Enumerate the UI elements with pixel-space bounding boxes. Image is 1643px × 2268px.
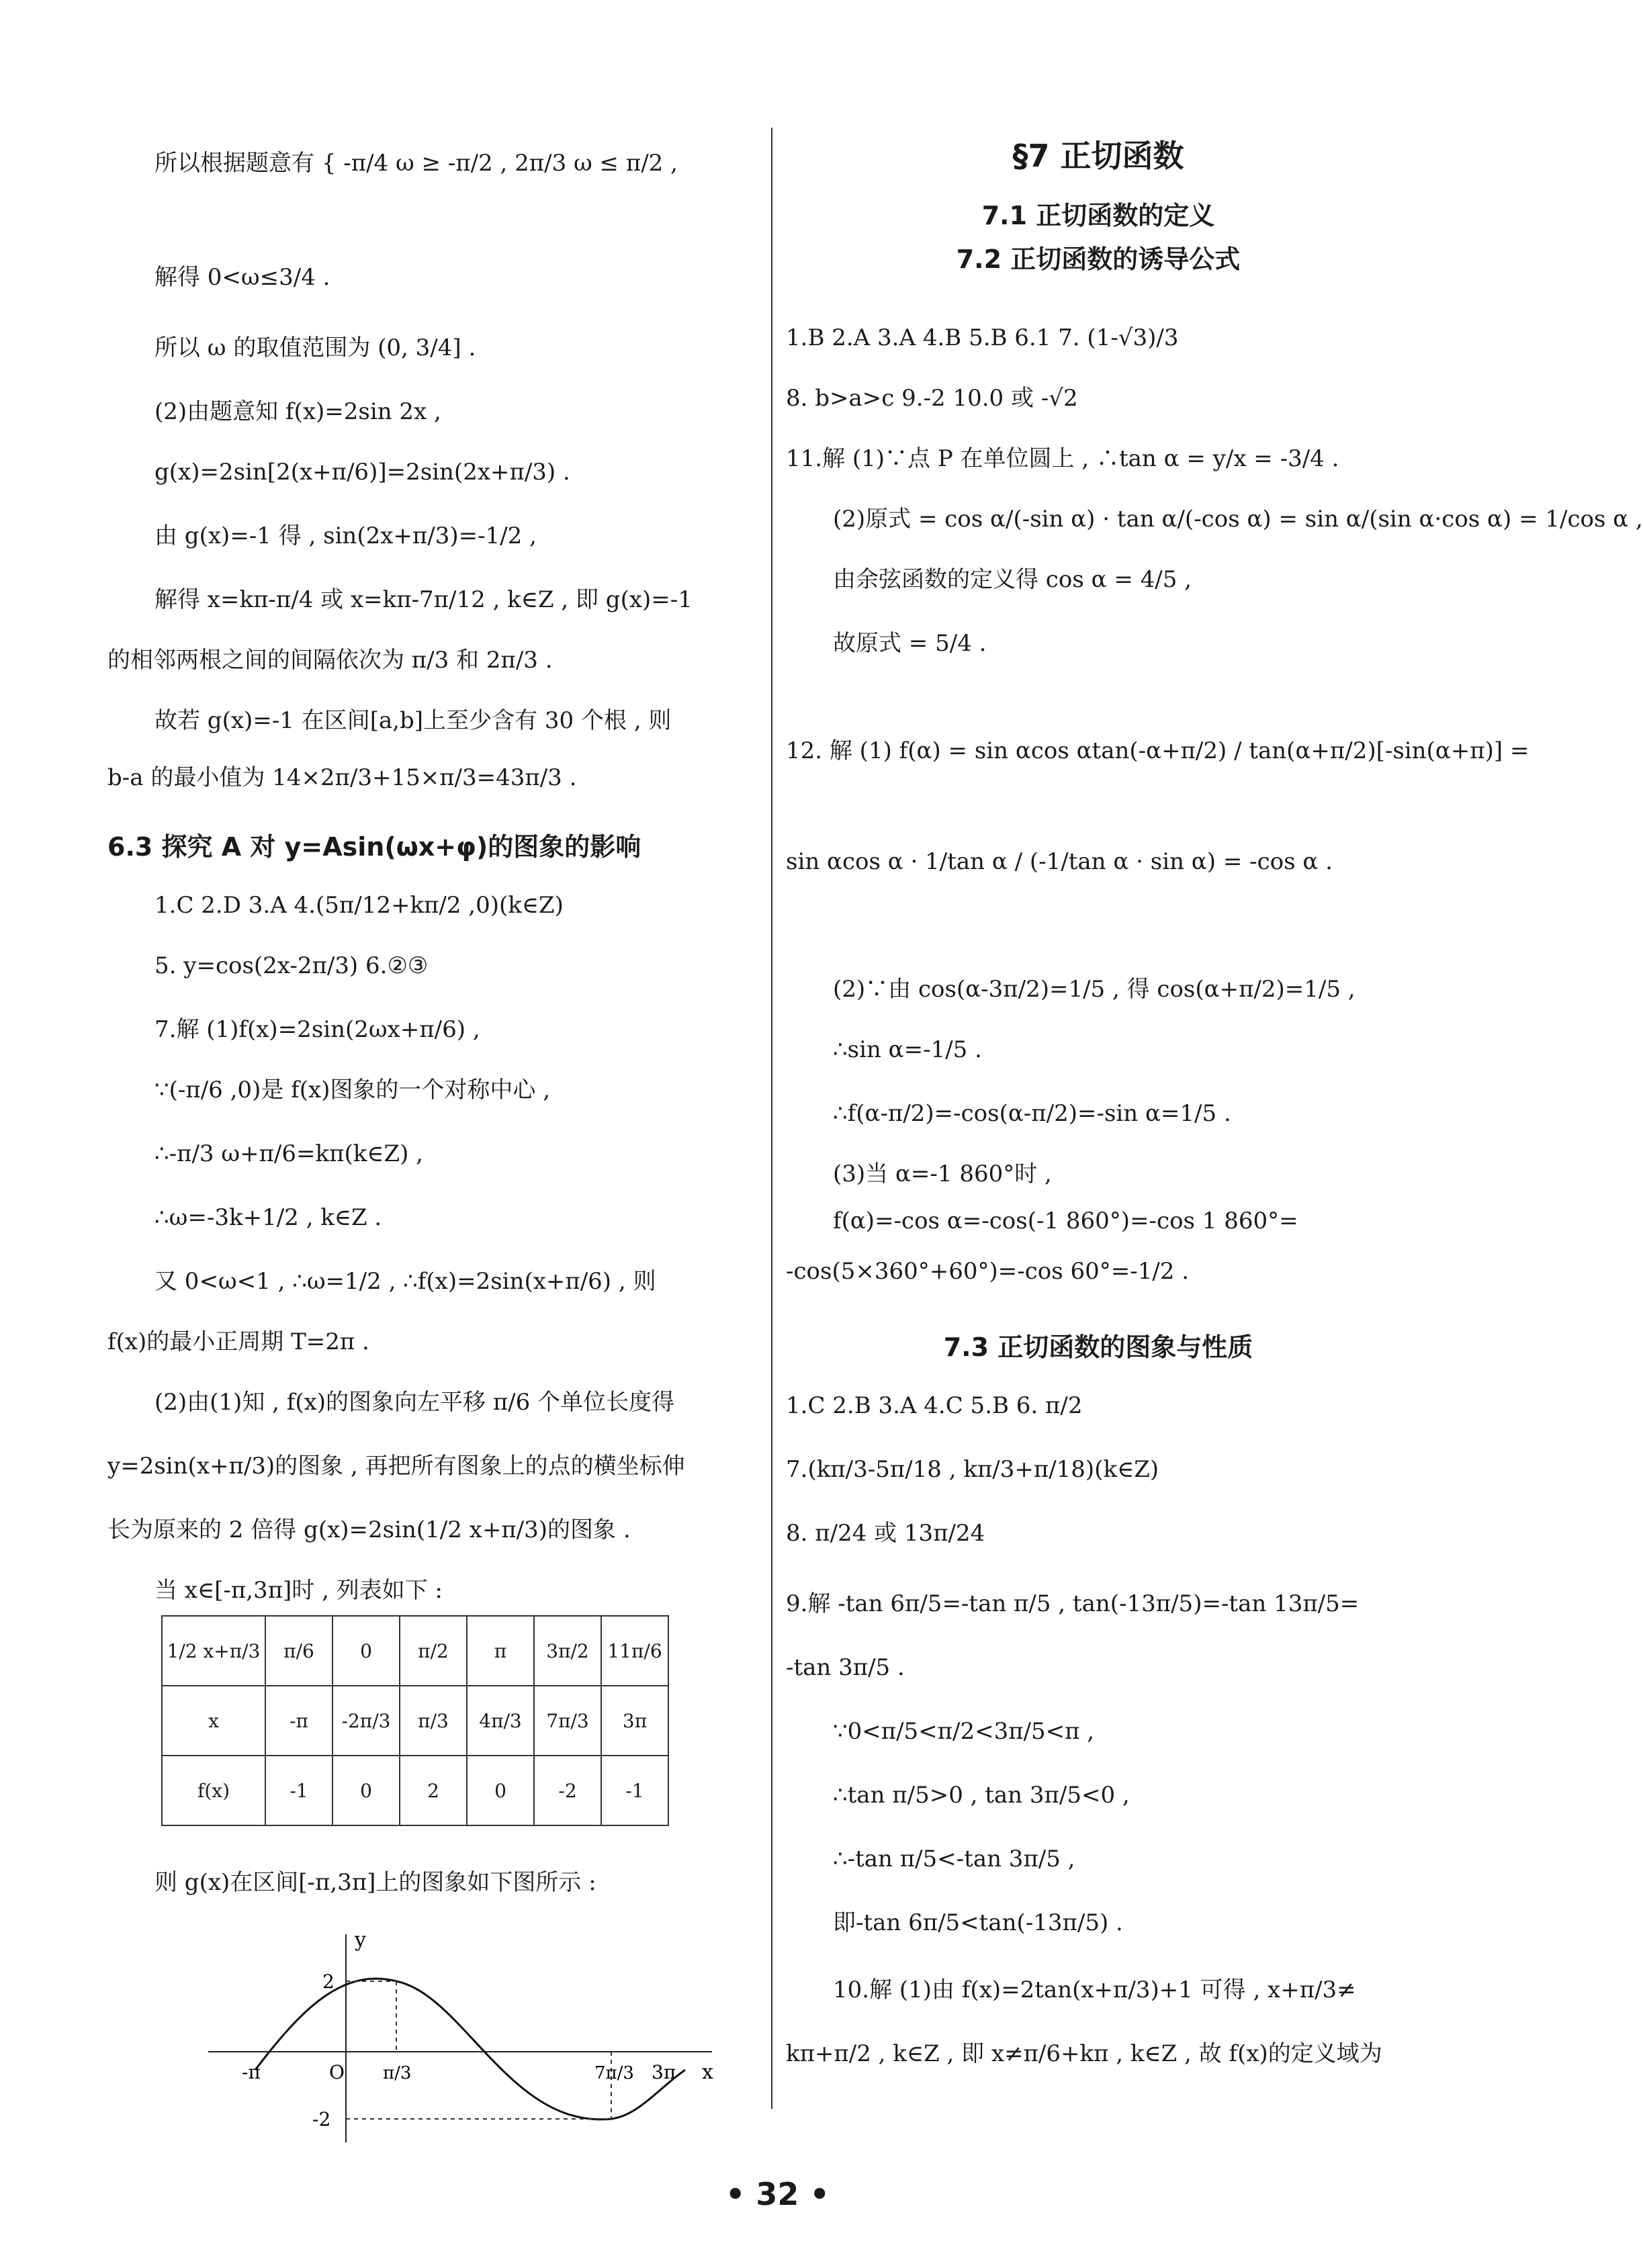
table-cell: π [467, 1616, 534, 1686]
table-cell: 11π/6 [601, 1616, 668, 1686]
text-line: ∴-tan π/5<-tan 3π/5 , [833, 1846, 1075, 1872]
text-line: 当 x∈[-π,3π]时 , 列表如下 : [154, 1577, 443, 1604]
text-line: ∵(-π/6 ,0)是 f(x)图象的一个对称中心 , [154, 1077, 551, 1103]
text-line: 10.解 (1)由 f(x)=2tan(x+π/3)+1 可得 , x+π/3≠ [833, 1977, 1356, 2003]
text-line: 则 g(x)在区间[-π,3π]上的图象如下图所示 : [154, 1869, 596, 1896]
table-row [162, 1686, 668, 1756]
tick-label: π/3 [383, 2063, 412, 2083]
text-line: 7.(kπ/3-5π/18 , kπ/3+π/18)(k∈Z) [786, 1456, 1159, 1483]
text-line: ∴ω=-3k+1/2 , k∈Z . [154, 1204, 382, 1231]
text-line: f(α)=-cos α=-cos(-1 860°)=-cos 1 860°= [833, 1208, 1298, 1234]
text-line: 所以根据题意有 { -π/4 ω ≥ -π/2 , 2π/3 ω ≤ π/2 , [154, 150, 678, 177]
column-divider [771, 128, 772, 2109]
table-cell: 3π/2 [534, 1616, 601, 1686]
text-line: 故原式 = 5/4 . [833, 630, 987, 657]
text-line: f(x)的最小正周期 T=2π . [107, 1328, 369, 1355]
text-line: kπ+π/2 , k∈Z , 即 x≠π/6+kπ , k∈Z , 故 f(x)的定义域为 [786, 2040, 1382, 2067]
text-line: 长为原来的 2 倍得 g(x)=2sin(1/2 x+π/3)的图象 . [107, 1516, 631, 1543]
text-line: 由 g(x)=-1 得 , sin(2x+π/3)=-1/2 , [154, 523, 537, 549]
sine-curve [255, 1979, 685, 2120]
table-cell: -2 [534, 1756, 601, 1825]
table-cell: 3π [601, 1686, 668, 1756]
table-cell: 0 [467, 1756, 534, 1825]
axis-label: y [355, 1928, 366, 1952]
page-number: • 32 • [725, 2176, 830, 2212]
table-cell: 4π/3 [467, 1686, 534, 1756]
text-line: ∴-π/3 ω+π/6=kπ(k∈Z) , [154, 1140, 423, 1167]
section-heading: 6.3 探究 A 对 y=Asin(ωx+φ)的图象的影响 [107, 832, 641, 862]
text-line: (2)由题意知 f(x)=2sin 2x , [154, 398, 441, 425]
section-heading: 7.2 正切函数的诱导公式 [956, 244, 1241, 274]
text-line: 所以 ω 的取值范围为 (0, 3/4] . [154, 334, 476, 361]
text-line: ∴sin α=-1/5 . [833, 1036, 982, 1063]
text-line: 又 0<ω<1 , ∴ω=1/2 , ∴f(x)=2sin(x+π/6) , 则 [154, 1268, 656, 1295]
text-line: -tan 3π/5 . [786, 1654, 905, 1681]
text-line: b-a 的最小值为 14×2π/3+15×π/3=43π/3 . [107, 764, 577, 791]
text-line: ∵0<π/5<π/2<3π/5<π , [833, 1718, 1095, 1745]
table-cell: -2π/3 [332, 1686, 400, 1756]
table-cell: π/3 [400, 1686, 467, 1756]
text-line: -cos(5×360°+60°)=-cos 60°=-1/2 . [786, 1258, 1190, 1285]
tick-label: -π [242, 2061, 261, 2083]
text-line: 由余弦函数的定义得 cos α = 4/5 , [833, 566, 1192, 593]
table-row [162, 1756, 668, 1825]
text-line: 8. b>a>c 9.-2 10.0 或 -√2 [786, 385, 1078, 412]
section-heading: 7.1 正切函数的定义 [981, 201, 1215, 230]
text-line: 5. y=cos(2x-2π/3) 6.②③ [154, 952, 429, 979]
table-cell: 7π/3 [534, 1686, 601, 1756]
table-cell: π/2 [400, 1616, 467, 1686]
table-cell: 2 [400, 1756, 467, 1825]
table-cell: -π [265, 1686, 332, 1756]
sine-graph [202, 1927, 725, 2149]
text-line: g(x)=2sin[2(x+π/6)]=2sin(2x+π/3) . [154, 459, 570, 486]
text-line: 的相邻两根之间的间隔依次为 π/3 和 2π/3 . [107, 647, 553, 674]
text-line: 7.解 (1)f(x)=2sin(2ωx+π/6) , [154, 1016, 480, 1043]
table-row [162, 1616, 668, 1686]
text-line: 9.解 -tan 6π/5=-tan π/5 , tan(-13π/5)=-tan 13π/5= [786, 1590, 1360, 1617]
tick-label: -2 [312, 2108, 331, 2130]
table-cell: f(x) [162, 1756, 265, 1825]
text-line: y=2sin(x+π/3)的图象 , 再把所有图象上的点的横坐标伸 [107, 1453, 685, 1480]
tick-label: 7π/3 [594, 2063, 634, 2083]
text-line: 解得 x=kπ-π/4 或 x=kπ-7π/12 , k∈Z , 即 g(x)=-1 [154, 586, 693, 613]
tick-label: 2 [322, 1970, 335, 1993]
text-line: (2)原式 = cos α/(-sin α) · tan α/(-cos α) = sin α/(sin α·cos α) = 1/cos α , [833, 506, 1643, 533]
text-line: ∴f(α-π/2)=-cos(α-π/2)=-sin α=1/5 . [833, 1100, 1231, 1127]
text-line: 故若 g(x)=-1 在区间[a,b]上至少含有 30 个根 , 则 [154, 707, 672, 734]
text-line: 1.B 2.A 3.A 4.B 5.B 6.1 7. (1-√3)/3 [786, 324, 1179, 351]
table-cell: 0 [332, 1756, 400, 1825]
section-heading: 7.3 正切函数的图象与性质 [943, 1332, 1253, 1362]
value-table [161, 1615, 669, 1826]
text-line: 12. 解 (1) f(α) = sin αcos αtan(-α+π/2) / tan(α+π/2)[-sin(α+π)] = [786, 737, 1529, 764]
text-line: 11.解 (1)∵点 P 在单位圆上 , ∴tan α = y/x = -3/4 . [786, 445, 1339, 472]
axis-label: x [702, 2060, 713, 2084]
text-line: (3)当 α=-1 860°时 , [833, 1161, 1052, 1187]
origin-label: O [329, 2061, 345, 2083]
chapter-heading: §7 正切函数 [1012, 138, 1184, 174]
tick-label: 3π [652, 2061, 676, 2083]
table-cell: 0 [332, 1616, 400, 1686]
table-cell: -1 [265, 1756, 332, 1825]
text-line: 1.C 2.B 3.A 4.C 5.B 6. π/2 [786, 1392, 1083, 1419]
table-cell: -1 [601, 1756, 668, 1825]
text-line: (2)由(1)知 , f(x)的图象向左平移 π/6 个单位长度得 [154, 1389, 675, 1416]
text-line: (2)∵由 cos(α-3π/2)=1/5 , 得 cos(α+π/2)=1/5 , [833, 976, 1356, 1003]
table-cell: π/6 [265, 1616, 332, 1686]
text-line: 1.C 2.D 3.A 4.(5π/12+kπ/2 ,0)(k∈Z) [154, 892, 564, 919]
text-line: 8. π/24 或 13π/24 [786, 1520, 985, 1547]
text-line: sin αcos α · 1/tan α / (-1/tan α · sin α) = -cos α . [786, 848, 1333, 875]
text-line: 解得 0<ω≤3/4 . [154, 264, 330, 291]
text-line: 即-tan 6π/5<tan(-13π/5) . [833, 1909, 1123, 1936]
text-line: ∴tan π/5>0 , tan 3π/5<0 , [833, 1782, 1130, 1809]
table-cell: x [162, 1686, 265, 1756]
table-cell: 1/2 x+π/3 [162, 1616, 265, 1686]
